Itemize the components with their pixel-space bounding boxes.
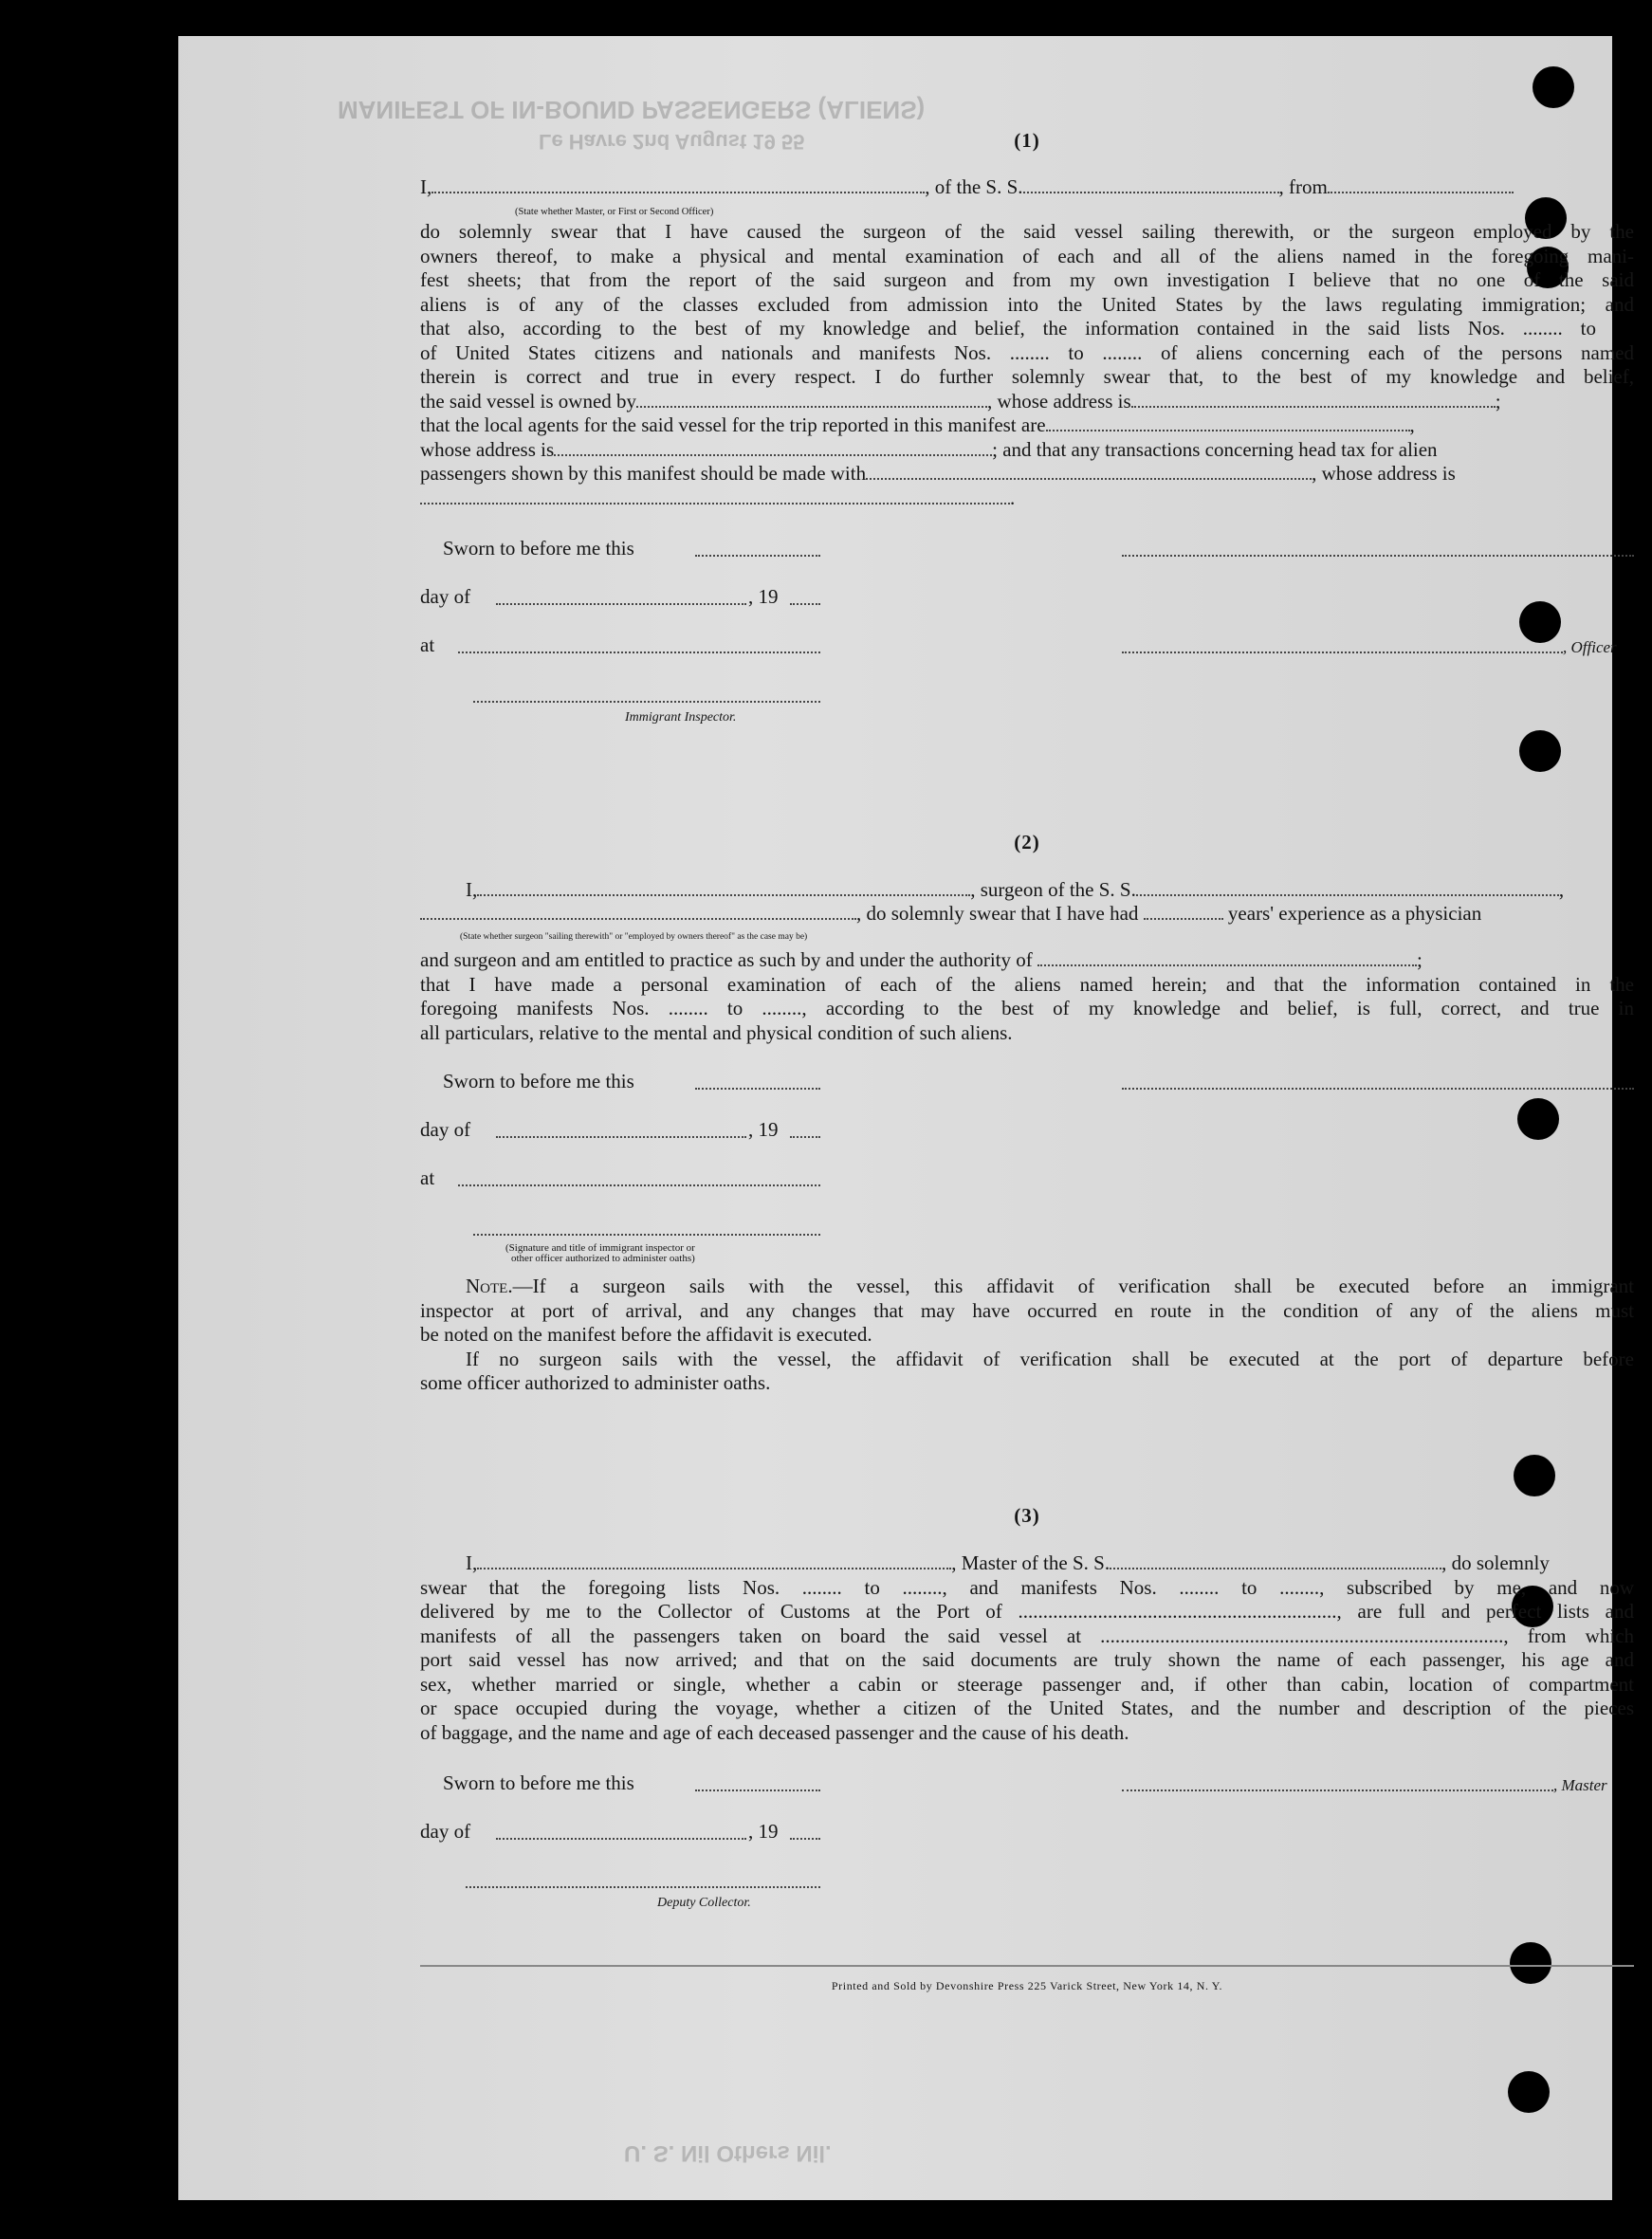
note-label: Note. <box>466 1275 513 1297</box>
bleed-through-header: MANIFEST OF IN-BOUND PASSENGERS (ALIENS) <box>338 96 926 124</box>
officer-label: , Officer <box>1563 638 1617 656</box>
surgeon-name-blank <box>477 879 970 896</box>
passengers-line <box>420 462 1634 486</box>
printer-footer: Printed and Sold by Devonshire Press 225 Varick Street, New York 14, N. Y. <box>831 1979 1223 1992</box>
note-line: be noted on the manifest before the affidavit is executed. <box>420 1323 872 1346</box>
day-of-label: day of <box>420 1118 471 1141</box>
authority-blank <box>1037 949 1417 966</box>
text: If no surgeon sails with the vessel, the affidavit of verification shall be executed at the port of departure before <box>466 1347 1634 1370</box>
signature-note: other officer authorized to administer oaths) <box>511 1253 695 1264</box>
bleed-through-line: Le Havre 2nd August 19 55 <box>539 130 805 154</box>
year-label: , 19 <box>748 585 779 608</box>
year-label: , 19 <box>748 1820 779 1843</box>
text: —If a surgeon sails with the vessel, this affidavit of verification shall be executed before an immigrant <box>512 1275 1634 1297</box>
section-1-line-1 <box>420 175 1634 200</box>
agents-address-blank <box>554 439 992 456</box>
text: , from <box>1278 175 1328 198</box>
text: and surgeon and am entitled to practice as such by and under the authority of <box>420 948 1033 971</box>
footer-rule <box>420 1965 1634 1967</box>
note-line <box>420 1275 1634 1299</box>
text: . <box>1010 486 1016 509</box>
text: I, <box>466 878 478 901</box>
oath-line: fest sheets; that from the report of the said surgeon and from my own investigation I believe that no one of the said <box>420 268 1634 291</box>
vessel-name-blank <box>1136 879 1559 896</box>
text: , <box>1558 878 1565 901</box>
deputy-collector-label: Deputy Collector. <box>657 1896 751 1910</box>
note-line: some officer authorized to administer oaths. <box>420 1371 771 1394</box>
year-blank <box>790 602 820 605</box>
surgeon-note: (State whether surgeon "sailing therewith" or "employed by owners thereof" as the case may be) <box>460 932 808 942</box>
sworn-label: Sworn to before me this <box>443 537 634 560</box>
owned-by-line <box>420 390 1634 414</box>
surgeon-oath-line: that I have made a personal examination of each of the aliens named herein; and that the information contained in the <box>420 972 1634 996</box>
day-of-label: day of <box>420 1820 471 1843</box>
at-blank <box>458 1184 820 1186</box>
section-2-heading: (2) <box>1014 831 1040 853</box>
inspector-signature-line <box>473 1233 820 1236</box>
vessel-name-blank <box>1110 1552 1441 1569</box>
master-oath-line: port said vessel has now arrived; and that on the said documents are truly shown the name of each passenger, his age and <box>420 1648 1634 1671</box>
from-blank <box>1328 176 1514 193</box>
master-signature-line <box>1122 1789 1553 1791</box>
text: , surgeon of the S. S. <box>970 878 1136 901</box>
surgeon-status-blank <box>420 903 856 920</box>
signature-line <box>1122 1087 1634 1090</box>
sworn-label: Sworn to before me this <box>443 1070 634 1092</box>
note-line <box>420 1348 1634 1372</box>
year-blank <box>790 1837 820 1840</box>
collector-signature-line <box>466 1885 820 1888</box>
head-tax-line <box>420 438 1634 463</box>
document-page <box>178 36 1634 2200</box>
day-of-label: day of <box>420 585 471 608</box>
note-line: inspector at port of arrival, and any changes that may have occurred en route in the condition of any of the aliens must <box>420 1298 1634 1322</box>
day-blank <box>496 602 746 605</box>
signature-line <box>1122 554 1634 557</box>
day-blank <box>496 1135 746 1138</box>
immigrant-inspector-label: Immigrant Inspector. <box>625 710 737 725</box>
section-3-heading: (3) <box>1014 1504 1040 1527</box>
text: , whose address is <box>987 389 1131 413</box>
sworn-label: Sworn to before me this <box>443 1771 634 1794</box>
master-oath-line: delivered by me to the Collector of Customs at the Port of ................................................................, are full and perfect lists and <box>420 1600 1634 1623</box>
master-oath-line: swear that the foregoing lists Nos. ........ to ........, and manifests Nos. ........ to ........, subscribed by me, and now <box>420 1575 1634 1599</box>
master-oath-line: or space occupied during the voyage, whether a citizen of the United States, and the number and description of the pieces <box>420 1697 1634 1719</box>
agents-blank <box>1046 414 1410 431</box>
at-label: at <box>420 633 435 656</box>
address-continuation <box>420 486 1634 511</box>
master-oath-line: manifests of all the passengers taken on board the said vessel at ................................................................................., from which <box>420 1624 1634 1647</box>
surgeon-line-1 <box>420 878 1634 903</box>
at-label: at <box>420 1166 435 1189</box>
text: ; <box>1417 948 1423 971</box>
text: , Master of the S. S. <box>951 1551 1111 1574</box>
punch-hole <box>1514 1455 1555 1496</box>
text: the said vessel is owned by <box>420 389 637 413</box>
owner-blank <box>636 391 987 408</box>
years-blank <box>1144 903 1223 920</box>
text: ; and that any transactions concerning head tax for alien <box>992 437 1438 461</box>
master-name-blank <box>477 1552 951 1569</box>
sworn-date-blank <box>695 1087 820 1090</box>
text: years' experience as a physician <box>1227 902 1482 925</box>
surgeon-line-2 <box>420 902 1634 927</box>
text: whose address is <box>420 437 555 461</box>
punch-hole <box>1508 2071 1550 2113</box>
text: , whose address is <box>1312 462 1456 485</box>
surgeon-oath-line: all particulars, relative to the mental and physical condition of such aliens. <box>420 1020 1013 1044</box>
bleed-through-bottom: U. S. Nil Others Nil. <box>624 2140 832 2166</box>
year-blank <box>790 1135 820 1138</box>
text: ; <box>1495 389 1501 413</box>
text: that the local agents for the said vessel for the trip reported in this manifest are <box>420 413 1046 436</box>
officer-signature-line <box>1122 651 1563 653</box>
oath-line: owners thereof, to make a physical and mental examination of each and all of the aliens named in the foregoing mani- <box>420 244 1634 267</box>
sworn-date-blank <box>695 554 820 557</box>
at-blank <box>458 651 820 653</box>
master-name-blank <box>431 176 925 193</box>
transactions-blank <box>866 463 1312 480</box>
text: I, <box>420 175 432 198</box>
oath-line: therein is correct and true in every respect. I do further solemnly swear that, to the best of my knowledge and belief, <box>420 365 1634 388</box>
vessel-name-blank <box>1023 176 1279 193</box>
oath-line: do solemnly swear that I have caused the surgeon of the said vessel sailing therewith, or the surgeon employed by the <box>420 220 1634 243</box>
text: , of the S. S. <box>925 175 1023 198</box>
master-oath-line: of baggage, and the name and age of each deceased passenger and the cause of his death. <box>420 1720 1129 1744</box>
sworn-date-blank <box>695 1789 820 1791</box>
oath-line: of United States citizens and nationals and manifests Nos. ........ to ........ of aliens concerning each of the persons named <box>420 340 1634 364</box>
address-blank <box>1131 391 1496 408</box>
punch-hole <box>1519 601 1561 643</box>
text: I, <box>466 1551 478 1574</box>
local-agents-line <box>420 413 1634 438</box>
master-label: , Master <box>1553 1776 1607 1794</box>
oath-line: aliens is of any of the classes excluded from admission into the United States by the laws regulating immigration; and <box>420 292 1634 316</box>
inspector-signature-line <box>473 700 820 703</box>
master-note: (State whether Master, or First or Second Officer) <box>515 207 714 217</box>
master-line-1 <box>420 1551 1634 1576</box>
text: , do solemnly <box>1441 1551 1550 1574</box>
year-label: , 19 <box>748 1118 779 1141</box>
day-blank <box>496 1837 746 1840</box>
signature-note: (Signature and title of immigrant inspector or <box>505 1242 695 1254</box>
punch-hole <box>1517 1098 1559 1140</box>
master-oath-line: sex, whether married or single, whether a cabin or steerage passenger and, if other than cabin, location of compartment <box>420 1672 1634 1696</box>
oath-line: that also, according to the best of my knowledge and belief, the information contained in the said lists Nos. ........ to <box>420 317 1596 340</box>
punch-hole <box>1519 730 1561 772</box>
section-1-heading: (1) <box>1014 129 1040 152</box>
text: , do solemnly swear that I have had <box>856 902 1139 925</box>
punch-hole <box>1533 66 1574 108</box>
text: , <box>1409 413 1415 436</box>
surgeon-oath-line: foregoing manifests Nos. ........ to ........, according to the best of my knowledge and belief, is full, correct, and true in <box>420 997 1634 1019</box>
text: passengers shown by this manifest should be made with <box>420 462 867 485</box>
address-blank <box>420 487 1010 505</box>
authority-line <box>420 948 1634 973</box>
